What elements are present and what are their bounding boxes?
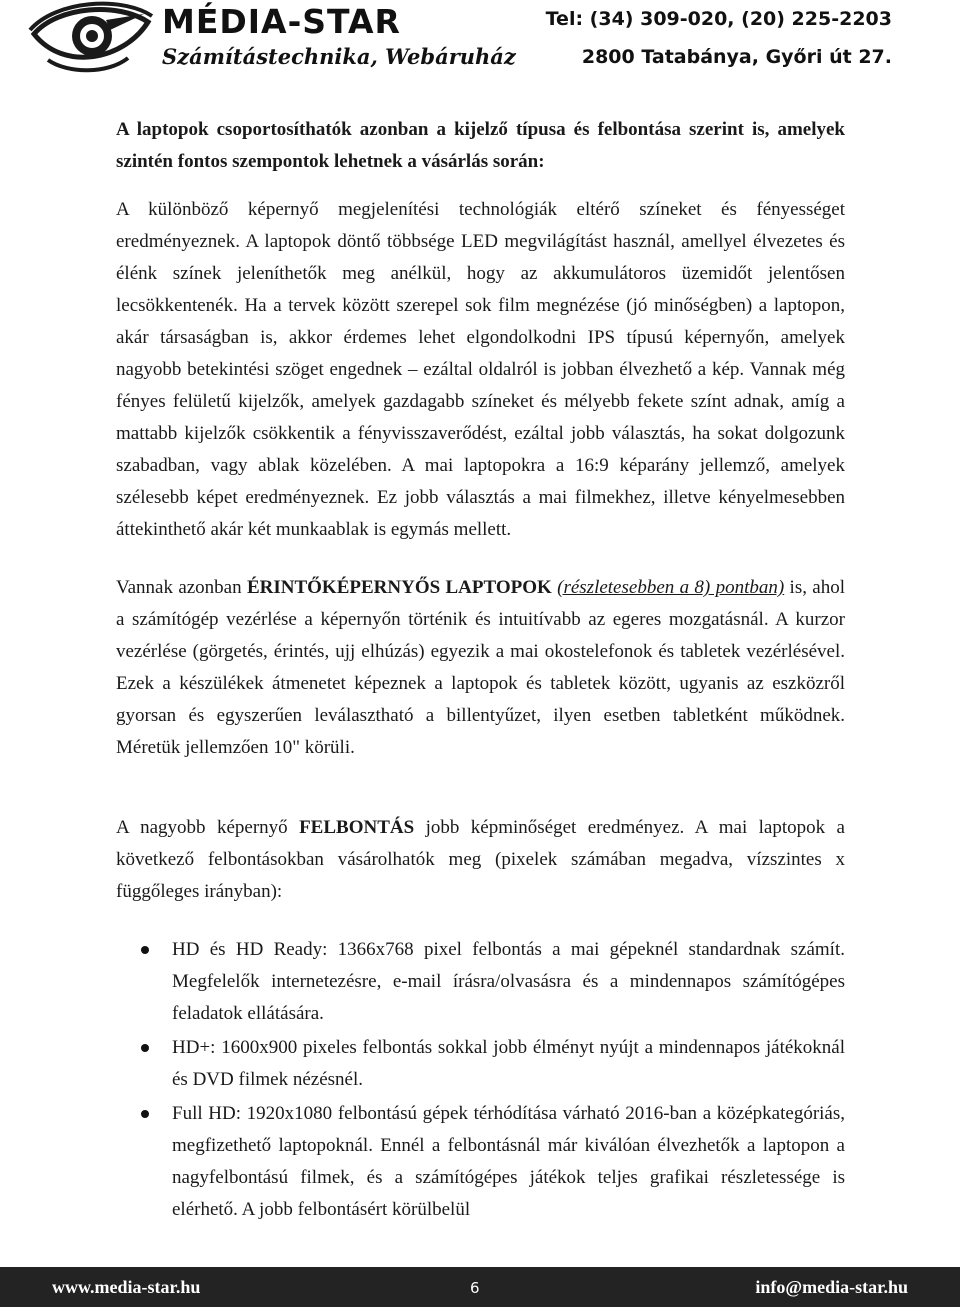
touchscreen-paragraph: Vannak azonban ÉRINTŐKÉPERNYŐS LAPTOPOK (részletesebben a 8) pontban) is, ahol a számítógép vezérlése a képernyőn történik és intuitívabb az egeres mozgatásnál. A kurzor vezérlése (görgetés, érintés, ujj elhúzás) egyezik a mai okostelefonok és tabletek vezérlésével. Ezek a készülékek átmenetet képeznek a laptopok és tabletek között, ugyanis az eszközről gyorsan és egyszerűen leválasztható a billentyűzet, ilyen esetben tabletként működnek. Méretük jellemzően 10" körüli. — [116, 577, 846, 758]
footer-website-link[interactable]: www.media-star.hu — [52, 1277, 201, 1297]
resolution-list — [116, 934, 845, 1226]
page-number: 6 — [470, 1279, 480, 1297]
section-reference-link[interactable]: (részletesebben a 8) pontban) — [557, 577, 785, 598]
resolution-heading: FELBONTÁS — [299, 817, 415, 838]
list-item: HD és HD Ready: 1366x768 pixel felbontás a mai gépeknél standardnak számít. Megfelelők internetezésre, e-mail írásra/olvasásra és a mindennapos számítógépes feladatok ellátására. — [116, 934, 845, 1030]
list-item: Full HD: 1920x1080 felbontású gépek térhódítása várható 2016-ban a középkategóriás, megfizethető laptopoknál. Ennél a felbontásnál már kiválóan élvezhetők a laptopon a nagyfelbontású filmek, és a számítógépes játékok teljes grafikai részletessége is elérhető. A jobb felbontásért körülbelül — [116, 1098, 845, 1226]
touchscreen-heading: ÉRINTŐKÉPERNYŐS LAPTOPOK — [246, 577, 552, 598]
brand-slogan: Számítástechnika, Webáruház — [162, 44, 516, 69]
document-body — [116, 114, 845, 1228]
eye-logo-icon — [28, 0, 154, 80]
display-technology-paragraph: A különböző képernyő megjelenítési technológiák eltérő színeket és fényességet eredményeznek. A laptopok döntő többsége LED megvilágítást használ, amellyel élvezetes és élénk színek jeleníthetők meg anélkül, hogy az akkumulátoros üzemidőt jelentősen lecsökkentenék. Ha a tervek között szerepel sok film megnézése (jó minőségben) a laptopon, akár társaságban is, akkor érdemes lehet elgondolkodni IPS típusú képernyőn, amelyek nagyobb betekintési szöget engednek – ezáltal oldalról is jobban élvezhető a kép. Vannak még fényes felületű kijelzők, amelyek gazdagabb színeket és mélyebb fekete színt adnak, amíg a mattabb kijelzők csökkentik a fényvisszaverődést, ezáltal jobb választás, ha sokat dolgozunk szabadban, vagy ablak közelében. A mai laptopokra a 16:9 képarány jellemző, amelyek szélesebb képet eredményeznek. Ez jobb választás a mai filmekhez, illetve kényelmesebben áttekinthető akár két munkaablak is egymás mellett. — [116, 199, 845, 540]
intro-paragraph: A laptopok csoportosíthatók azonban a kijelző típusa és felbontása szerint is, amelyek szintén fontos szempontok lehetnek a vásárlás során: — [116, 119, 845, 172]
brand-name: MÉDIA-STAR — [162, 2, 401, 41]
bullet-icon — [141, 946, 149, 954]
footer-email-link[interactable]: info@media-star.hu — [755, 1277, 908, 1297]
page-header — [0, 0, 960, 80]
resolution-paragraph: A nagyobb képernyő FELBONTÁS jobb képminőséget eredményez. A mai laptopok a következő felbontásokban vásárolhatók meg (pixelek számában megadva, vízszintes x függőleges irányban): — [116, 817, 845, 902]
page-footer — [0, 1267, 960, 1307]
contact-phone: Tel: (34) 309-020, (20) 225-2203 — [545, 8, 892, 30]
bullet-icon — [141, 1110, 149, 1118]
list-item: HD+: 1600x900 pixeles felbontás sokkal jobb élményt nyújt a mindennapos játékoknál és DVD filmek nézésnél. — [116, 1032, 845, 1096]
bullet-icon — [141, 1044, 149, 1052]
contact-address: 2800 Tatabánya, Győri út 27. — [581, 46, 892, 68]
